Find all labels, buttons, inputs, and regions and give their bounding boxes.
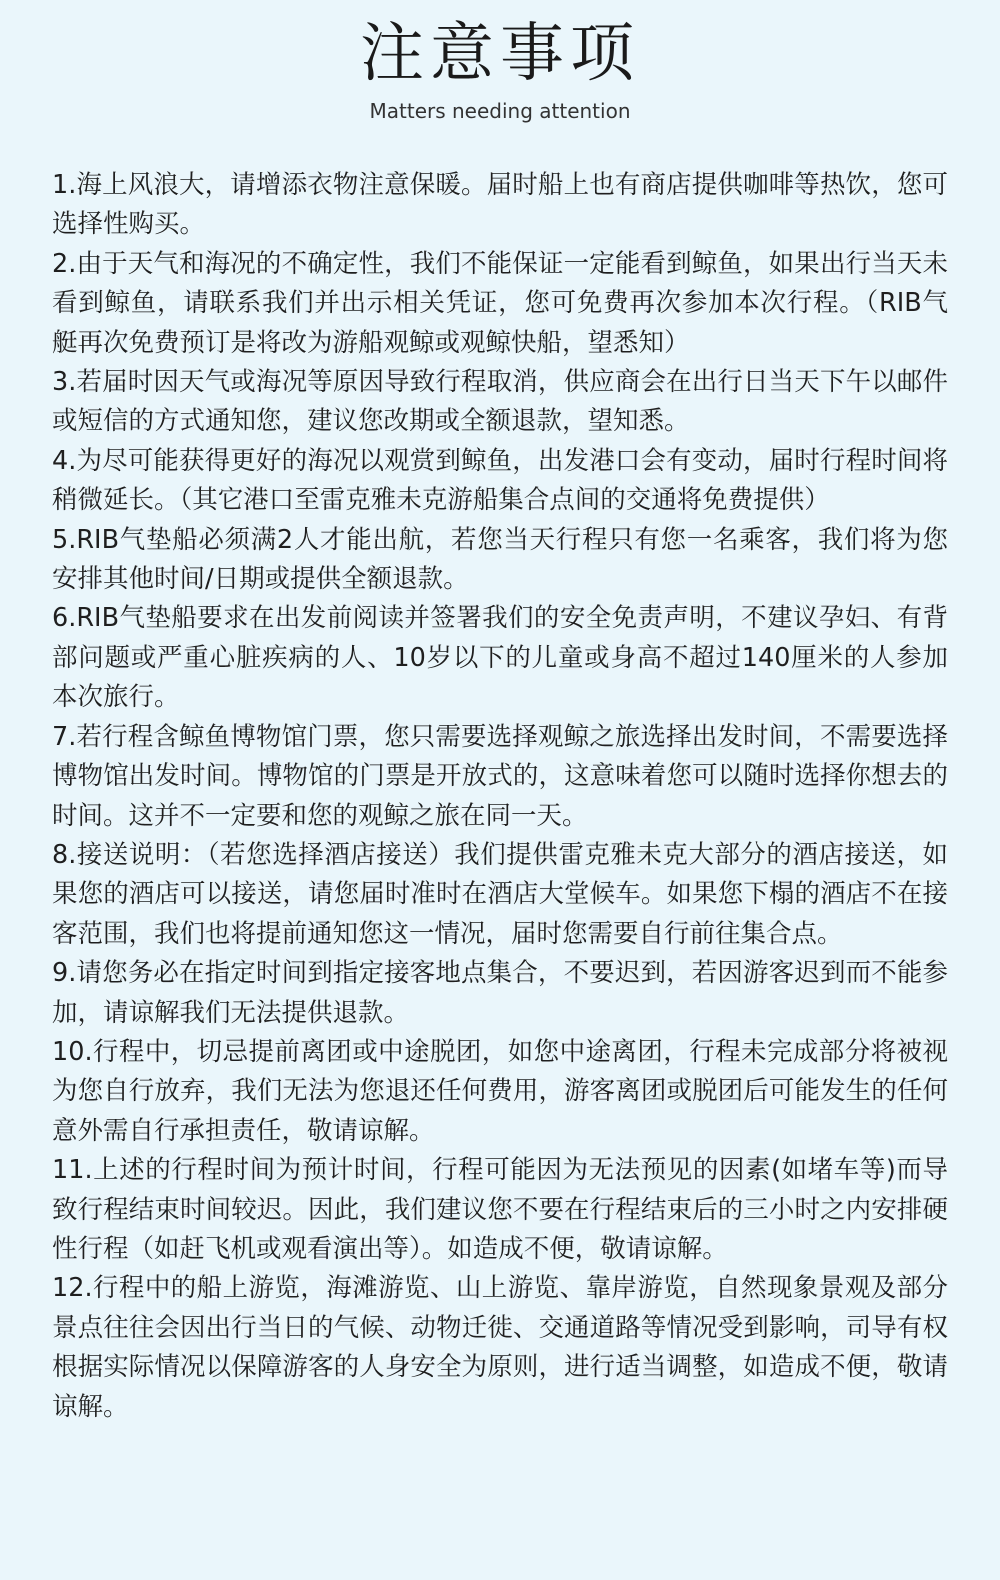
page-subtitle: Matters needing attention bbox=[369, 99, 631, 123]
notice-item-10: 10.行程中，切忌提前离团或中途脱团，如您中途离团，行程未完成部分将被视为您自行放弃，我们无法为您退还任何费用，游客离团或脱团后可能发生的任何意外需自行承担责任，敬请谅解。 bbox=[52, 1036, 948, 1146]
notice-item-6: 6.RIB气垫船要求在出发前阅读并签署我们的安全免责声明，不建议孕妇、有背部问题或严重心脏疾病的人、10岁以下的儿童或身高不超过140厘米的人参加本次旅行。 bbox=[52, 603, 948, 713]
notice-item-7: 7.若行程含鲸鱼博物馆门票，您只需要选择观鲸之旅选择出发时间，不需要选择博物馆出发时间。博物馆的门票是开放式的，这意味着您可以随时选择你想去的时间。这并不一定要和您的观鲸之旅在同一天。 bbox=[52, 721, 948, 831]
notice-item-2: 2.由于天气和海况的不确定性，我们不能保证一定能看到鲸鱼，如果出行当天未看到鲸鱼，请联系我们并出示相关凭证，您可免费再次参加本次行程。（RIB气艇再次免费预订是将改为游船观鲸或观鲸快船，望悉知） bbox=[52, 248, 948, 358]
header bbox=[52, 0, 948, 124]
notice-item-4: 4.为尽可能获得更好的海况以观赏到鲸鱼，出发港口会有变动，届时行程时间将稍微延长。（其它港口至雷克雅未克游船集合点间的交通将免费提供） bbox=[52, 445, 948, 516]
notice-item-12: 12.行程中的船上游览，海滩游览、山上游览、靠岸游览，自然现象景观及部分景点往往会因出行当日的气候、动物迁徙、交通道路等情况受到影响，司导有权根据实际情况以保障游客的人身安全为原则，进行适当调整，如造成不便，敬请谅解。 bbox=[52, 1273, 948, 1422]
notice-list bbox=[52, 166, 948, 1427]
notice-item-9: 9.请您务必在指定时间到指定接客地点集合，不要迟到，若因游客迟到而不能参加，请谅解我们无法提供退款。 bbox=[52, 958, 948, 1028]
notice-item-11: 11.上述的行程时间为预计时间，行程可能因为无法预见的因素(如堵车等)而导致行程结束时间较迟。因此，我们建议您不要在行程结束后的三小时之内安排硬性行程（如赶飞机或观看演出等）。如造成不便，敬请谅解。 bbox=[52, 1155, 948, 1264]
notice-item-3: 3.若届时因天气或海况等原因导致行程取消，供应商会在出行日当天下午以邮件或短信的方式通知您，建议您改期或全额退款，望知悉。 bbox=[52, 367, 948, 437]
notice-item-1: 1.海上风浪大，请增添衣物注意保暖。届时船上也有商店提供咖啡等热饮，您可选择性购买。 bbox=[52, 170, 948, 240]
notice-item-5: 5.RIB气垫船必须满2人才能出航，若您当天行程只有您一名乘客，我们将为您安排其他时间/日期或提供全额退款。 bbox=[52, 524, 948, 595]
notice-item-8: 8.接送说明：（若您选择酒店接送）我们提供雷克雅未克大部分的酒店接送，如果您的酒店可以接送，请您届时准时在酒店大堂候车。如果您下榻的酒店不在接客范围，我们也将提前通知您这一情况，届时您需要自行前往集合点。 bbox=[52, 839, 948, 949]
page-title: 注意事项 bbox=[360, 17, 640, 91]
